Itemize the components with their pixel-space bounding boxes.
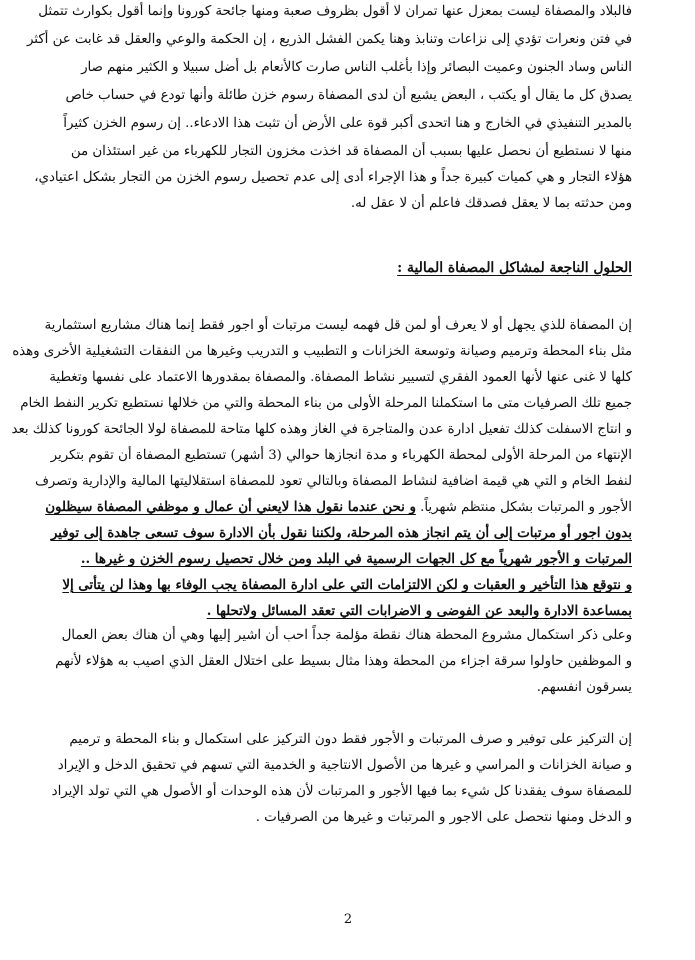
text-line: إن التركيز على توفير و صرف المرتبات و الأجور فقط دون التركيز على استكمال و بناء المحطة و ترميم — [69, 732, 632, 747]
text-line: الناس وساد الجنون وعميت البصائر وإذا بأغلب الناس صارت كالأنعام بل أضل سبيلا و الكثير منهم صار — [81, 60, 632, 75]
section-heading: الحلول الناجعة لمشاكل المصفاة المالية : — [397, 260, 632, 276]
text-line: و الموظفين حاولوا سرقة اجزاء من المحطة وهذا مثال بسيط على اختلال العقل الذي اصيب به هؤلاء لأنهم — [55, 654, 632, 669]
paragraph-1 — [26, 2, 632, 211]
text-line: الإنتهاء من المرحلة الأولى لمحطة الكهرباء و مدة انجازها حوالي (3 أشهر) تستطيع المصفاة أن تقوم بتكرير — [50, 448, 632, 463]
emphasis-line: المرتبات و الأجور شهرياً مع كل الجهات الرسمية في البلد ومن خلال تحصيل رسوم الخزن و غيرها .. — [80, 552, 632, 567]
text-line: منها لا نستطيع أن نحصل عليها بسبب أن المصفاة قد اخذت مخزون التجار للكهرباء من غير استئذان من — [70, 144, 632, 159]
text-line — [45, 498, 632, 518]
text-line: كلها لا غنى عنها لأنها العمود الفقري لتسيير نشاط المصفاة. والمصفاة بمقدورها الاعتماد على نفسها وتغطية — [49, 370, 632, 385]
emphasis-line: بمساعدة الادارة والبعد عن الفوضى و الاضرابات التي تعقد المسائل ولاتحلها . — [206, 604, 632, 619]
emphasis-line: بدون اجور أو مرتبات إلى أن يتم انجاز هذه المرحلة، ولكننا نقول بأن الادارة سوف تسعى جاهدة إلى توفير — [50, 526, 632, 541]
text-line: للمصفاة سوف يفقدنا كل شيء بما فيها الأجور و المرتبات لأن هذه الوحدات أو الأصول هي التي تولد الإيراد — [51, 784, 632, 799]
text-line: يصدق كل ما يقال أو يكتب ، البعض يشيع أن لدى المصفاة رسوم خزن طائلة وأنها تودع في حساب خاص — [65, 88, 632, 103]
text-segment: الأجور و المرتبات بشكل منتظم شهرياً. — [420, 500, 632, 515]
text-line: إن المصفاة للذي يجهل أو لا يعرف أو لمن قل فهمه ليست مرتبات أو اجور فقط إنما هناك مشاريع استثمارية — [44, 318, 632, 333]
emphasis-text: و نحن عندما نقول هذا لايعني أن عمال و موظفي المصفاة سيظلون — [45, 500, 416, 515]
paragraph-4 — [51, 730, 632, 840]
text-line: مثل بناء المحطة وترميم وصيانة وتوسعة الخزانات و التطبيب و التدريب وغيرها من النفقات التشغيلية الأخرى وهذه — [12, 344, 632, 359]
text-line: لنفط الخام و التي هي قيمة اضافية لنشاط المصفاة وبالتالي تعود للمصفاة استقلاليتها المالية والإدارية وتصرف — [34, 474, 632, 489]
text-line: جميع تلك الصرفيات متى ما استكملنا المرحلة الأولى من بناء المحطة والتي من خلالها نستطيع تكرير النفط الخام — [20, 396, 632, 411]
page-number: 2 — [343, 912, 353, 927]
text-line: و انتاج الاسفلت كذلك تفعيل ادارة عدن والمتاجرة في الغاز وهذه كلها متاحة للمصفاة لولا الجائحة كورونا كذلك بعد — [11, 422, 632, 437]
text-line: يسرقون انفسهم. — [536, 680, 632, 695]
paragraph-3 — [55, 626, 632, 706]
paragraph-2 — [11, 316, 632, 619]
text-line: وعلى ذكر استكمال مشروع المحطة هناك نقطة مؤلمة جداً احب أن اشير إليها وهي أن هناك بعض العمال — [61, 628, 632, 643]
text-line: و صيانة الخزانات و المراسي و غيرها من الأصول الانتاجية و الخدمية التي تسهم في تحقيق الدخل و الإيراد — [57, 758, 632, 773]
text-line: ومن حدثته بما لا يعقل فصدقك فاعلم أن لا عقل له. — [350, 196, 632, 211]
emphasis-line: و نتوقع هذا التأخير و العقبات و لكن الالتزامات التي على ادارة المصفاة يجب الوفاء بها وهذا لن يتأتى إلا — [62, 578, 632, 593]
text-line: بالمدير التنفيذي في الخارج و هنا اتحدى أكبر قوة على الأرض أن تثبت هذا الادعاء.. إن رسوم الخزن كثيراً — [63, 116, 632, 131]
text-line: و الدخل ومنها نتحصل على الاجور و المرتبات و غيرها من الصرفيات . — [255, 810, 632, 825]
text-line: فالبلاد والمصفاة ليست بمعزل عنها تمران لا أقول بظروف صعبة ومنها جائحة كورونا وإنما أقول بكوارث تتمثل — [38, 4, 632, 19]
text-line: هؤلاء التجار و هي كميات كبيرة جداً و هذا الإجراء أدى إلى عدم تحصيل رسوم الخزن من التجار بشكل اعتيادي، — [34, 170, 632, 185]
text-line: في فتن ونعرات تؤدي إلى نزاعات وتنابذ وهنا يكمن الفشل الذريع ، إن الحكمة والوعي والعقل قد غابت عن أكثر — [26, 32, 632, 47]
